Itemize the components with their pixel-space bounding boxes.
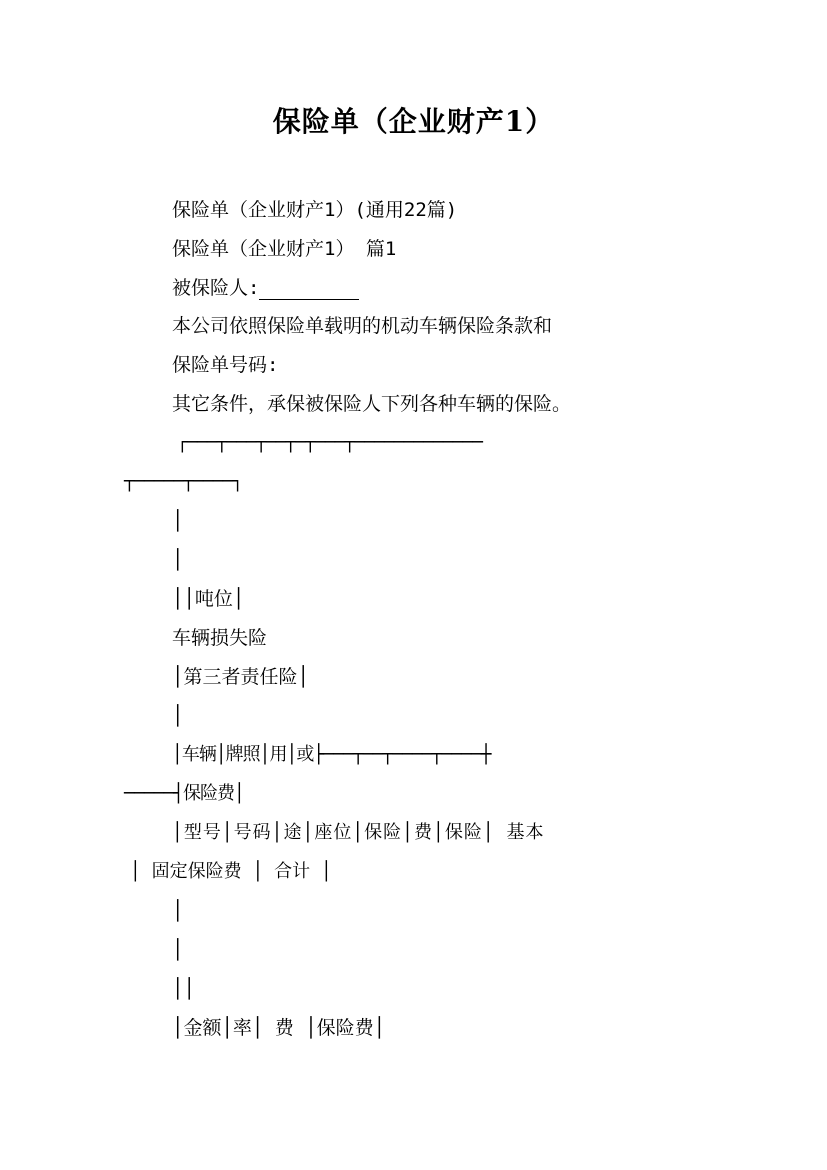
- insured-line: [172, 276, 359, 300]
- table-border-line: │: [172, 705, 184, 727]
- text-line: 保险单号码:: [172, 354, 279, 376]
- table-line: │型号│号码│途│座位│保险│费│保险│ 基本: [172, 822, 545, 843]
- table-line: │金额│率│ 费 │保险费│: [172, 1017, 386, 1039]
- table-line: │ 固定保险费 │ 合计 │: [130, 861, 332, 882]
- table-border-line: ┌───┬───┬──┬─┬───┬─────────────: [177, 432, 482, 453]
- text-line: 车辆损失险: [172, 627, 268, 649]
- text-line: 本公司依照保险单载明的机动车辆保险条款和: [172, 315, 553, 337]
- table-border-line: │: [172, 939, 184, 961]
- text-line: 其它条件，承保被保险人下列各种车辆的保险。: [172, 393, 572, 415]
- table-line: │车辆│牌照│用│或├───┬──┬────┬────┼: [172, 744, 491, 765]
- table-line: ─────┤保险费│: [124, 783, 244, 804]
- table-border-line: │: [172, 900, 184, 922]
- text-line: 保险单（企业财产1） 篇1: [172, 238, 397, 260]
- table-line: │第三者责任险│: [172, 666, 309, 688]
- table-line: ││吨位│: [172, 588, 245, 610]
- table-border-line: │: [172, 510, 184, 532]
- table-border-line: ││: [172, 978, 195, 1000]
- insured-blank: [259, 281, 359, 300]
- text-line: 保险单（企业财产1）(通用22篇): [172, 199, 458, 221]
- table-border-line: │: [172, 549, 184, 571]
- insured-label: 被保险人:: [172, 277, 260, 299]
- document-title: 保险单（企业财产1）: [272, 105, 555, 138]
- table-border-line: ┬─────┬────┐: [124, 471, 243, 492]
